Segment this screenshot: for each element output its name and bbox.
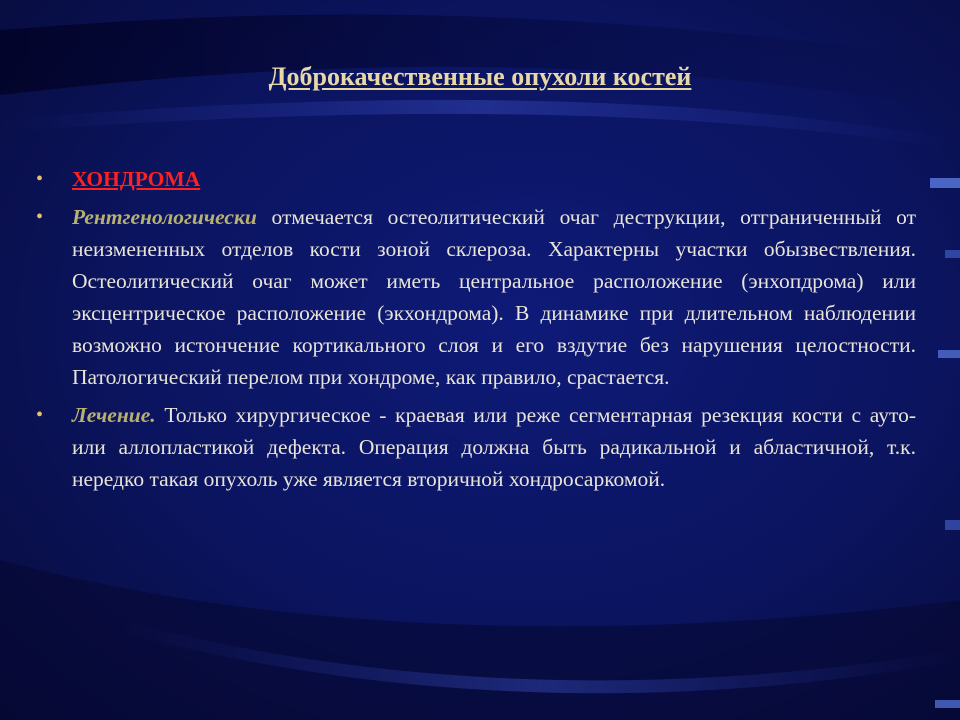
bullet-dot-icon: •	[36, 168, 44, 190]
bullet-item-heading	[36, 163, 916, 195]
bullet-dot-icon: •	[36, 206, 44, 228]
bullet-dot-icon: •	[36, 404, 44, 426]
bullet-body: отмечается остеолитический очаг деструкции, отграниченный от неизмененных отделов кости зоной склероза. Характерны участки обызвествления. Остеолитический очаг может иметь центральное расположение (энхопдрома) или эксцентрическое расположение (экхондрома). В динамике при длительном наблюдении возможно истончение кортикального слоя и его вздутие без нарушения целостности. Патологический перелом при хондроме, как правило, срастается.	[72, 205, 916, 389]
bullet-text	[72, 201, 916, 393]
bullet-lead: Лечение.	[72, 403, 156, 427]
bullet-item-treatment	[36, 399, 916, 495]
bullet-text	[72, 399, 916, 495]
bullet-item-radiology	[36, 201, 916, 393]
bullet-lead: Рентгенологически	[72, 205, 257, 229]
slide-title: Доброкачественные опухоли костей	[268, 62, 692, 91]
section-heading: ХОНДРОМА	[72, 167, 201, 191]
bullet-list	[36, 163, 916, 501]
bullet-body: Только хирургическое - краевая или реже сегментарная резекция кости с ауто- или аллопластикой дефекта. Операция должна быть радикальной и абластичной, т.к. нередко такая опухоль уже является вторичной хондросаркомой.	[72, 403, 916, 491]
